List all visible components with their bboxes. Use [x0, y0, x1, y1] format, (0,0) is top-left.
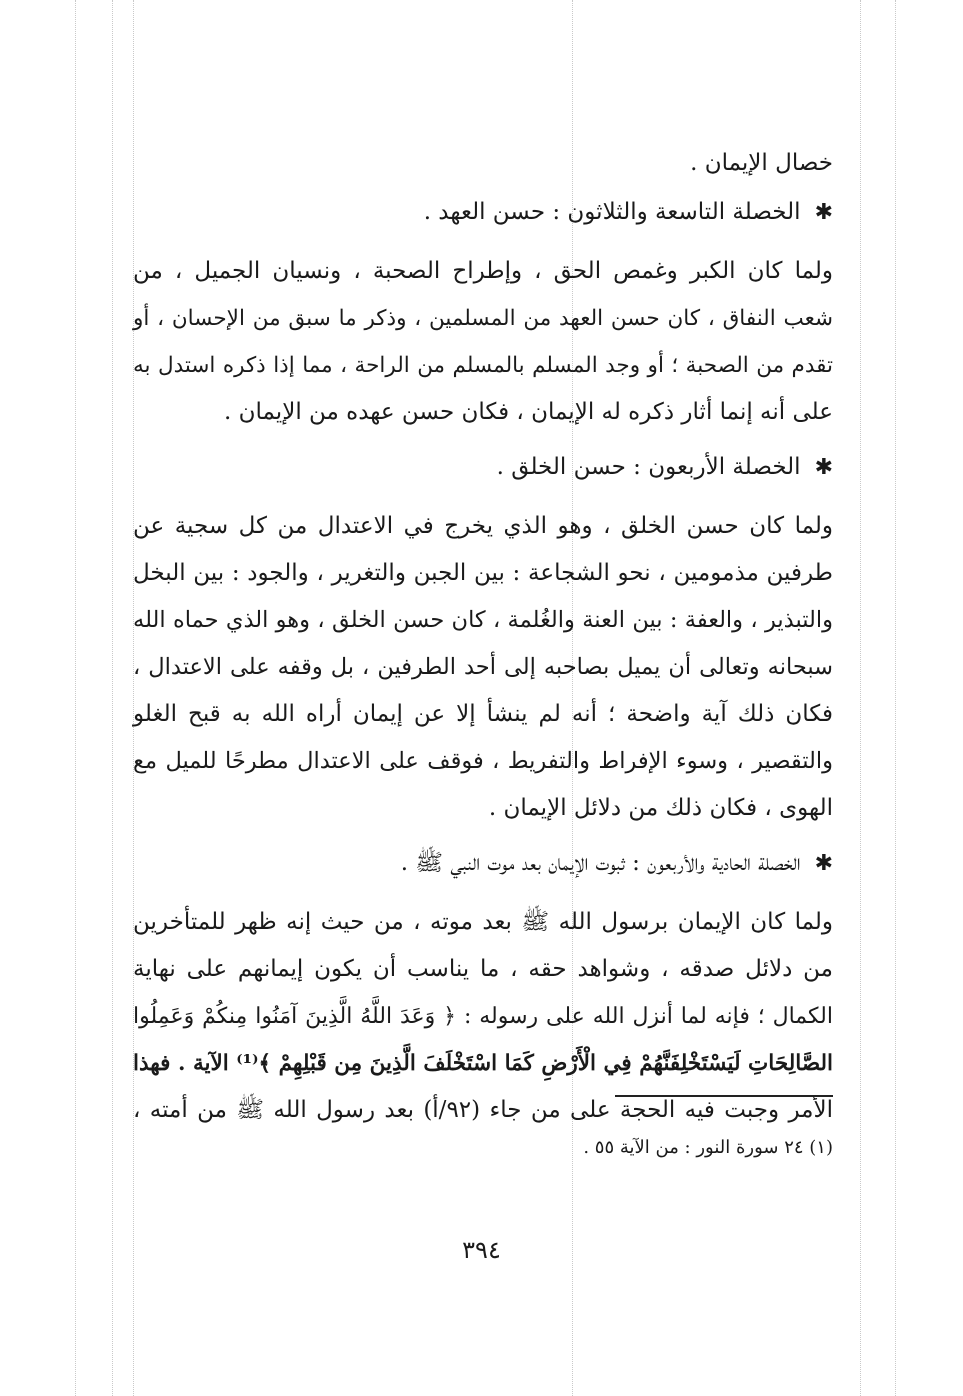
- paragraph-line: شعب النفاق ، كان حسن العهد من المسلمين ، وذكر ما سبق من الإحسان ، أو: [133, 306, 833, 331]
- footnote-divider: [615, 1095, 833, 1097]
- paragraph-line: فكان ذلك آية واضحة ؛ أنه لم ينشأ إلا عن إيمان أراه الله به قبح الغلو: [133, 701, 833, 727]
- section-heading-text: الخصلة الأربعون : حسن الخلق .: [496, 454, 801, 480]
- section-paragraph: [133, 899, 833, 1134]
- section-heading-text: الخصلة التاسعة والثلاثون : حسن العهد .: [423, 199, 801, 225]
- paragraph-line-quran: الكمال ؛ فإنه لما أنزل الله على رسوله : ﴿ وَعَدَ اللَّهُ الَّذِينَ آمَنُوا مِنكُمْ وَعَمِلُوا: [133, 1004, 833, 1029]
- opening-line: خصال الإيمان .: [690, 150, 833, 176]
- page-body: [133, 140, 833, 1142]
- scan-guide-line: [112, 0, 113, 1396]
- section-paragraph: [133, 248, 833, 436]
- page-number: ٣٩٤: [462, 1236, 501, 1264]
- asterisk-star-icon: ✱: [814, 455, 833, 480]
- asterisk-star-icon: ✱: [814, 851, 833, 876]
- paragraph-line: على أنه إنما أثار ذكره له الإيمان ، فكان حسن عهده من الإيمان .: [223, 399, 833, 425]
- asterisk-star-icon: ✱: [814, 200, 833, 225]
- scan-guide-line: [860, 0, 861, 1396]
- paragraph-line: تقدم من الصحبة ؛ أو وجد المسلم بالمسلم من الراحة ، مما إذا ذكره استدل به: [133, 353, 833, 378]
- footnote: (١) ٢٤ سورة النور : من الآية ٥٥ .: [583, 1137, 833, 1158]
- paragraph-line: الأمر وجبت فيه الحجة على من جاء (٩٢/أ) بعد رسول الله ﷺ من أمته ،: [133, 1097, 833, 1123]
- paragraph-line-quran: الصَّالِحَاتِ لَيَسْتَخْلِفَنَّهُمْ فِي الْأَرْضِ كَمَا اسْتَخْلَفَ الَّذِينَ مِن قَبْلِهِمْ ﴾⁽¹⁾ الآية . فهذا: [133, 1051, 833, 1076]
- section-paragraph: [133, 503, 833, 832]
- paragraph-line: طرفين مذمومين ، نحو الشجاعة : بين الجبن والتغرير ، والجود : بين البخل: [133, 560, 833, 586]
- paragraph-line: سبحانه وتعالى أن يميل بصاحبه إلى أحد الطرفين ، بل وقفه على الاعتدال ،: [133, 654, 833, 680]
- scan-guide-line: [895, 0, 896, 1396]
- paragraph-line: ولما كان الإيمان برسول الله ﷺ بعد موته ، من حيث إنه ظهر للمتأخرين: [133, 909, 833, 935]
- section-heading: [133, 840, 833, 887]
- section-heading: [133, 444, 833, 491]
- paragraph-line: والتبذير ، والعفة : بين العنة والغُلمة ، كان حسن الخلق ، وهو الذي حماه الله: [133, 607, 833, 633]
- section-heading-text: الخصلة الحادية والأربعون : ثبوت الإيمان بعد موت النبي ﷺ .: [400, 850, 801, 876]
- paragraph-line: من دلائل صدقه ، وشواهد حقه ، ما يناسب أن يكون إيمانهم على نهاية: [133, 956, 833, 982]
- scan-guide-line: [75, 0, 76, 1396]
- paragraph-line: ولما كان حسن الخلق ، وهو الذي يخرج في الاعتدال من كل سجية عن: [133, 513, 833, 539]
- section-heading: [133, 189, 833, 236]
- paragraph-line: والتقصير ، وسوء الإفراط والتفريط ، فوقف على الاعتدال مطرحًا للميل مع: [133, 748, 833, 774]
- paragraph-line: ولما كان الكبر وغمص الحق ، وإطراح الصحبة ، ونسيان الجميل ، من: [133, 258, 833, 284]
- paragraph-line: الهوى ، فكان ذلك من دلائل الإيمان .: [488, 795, 833, 821]
